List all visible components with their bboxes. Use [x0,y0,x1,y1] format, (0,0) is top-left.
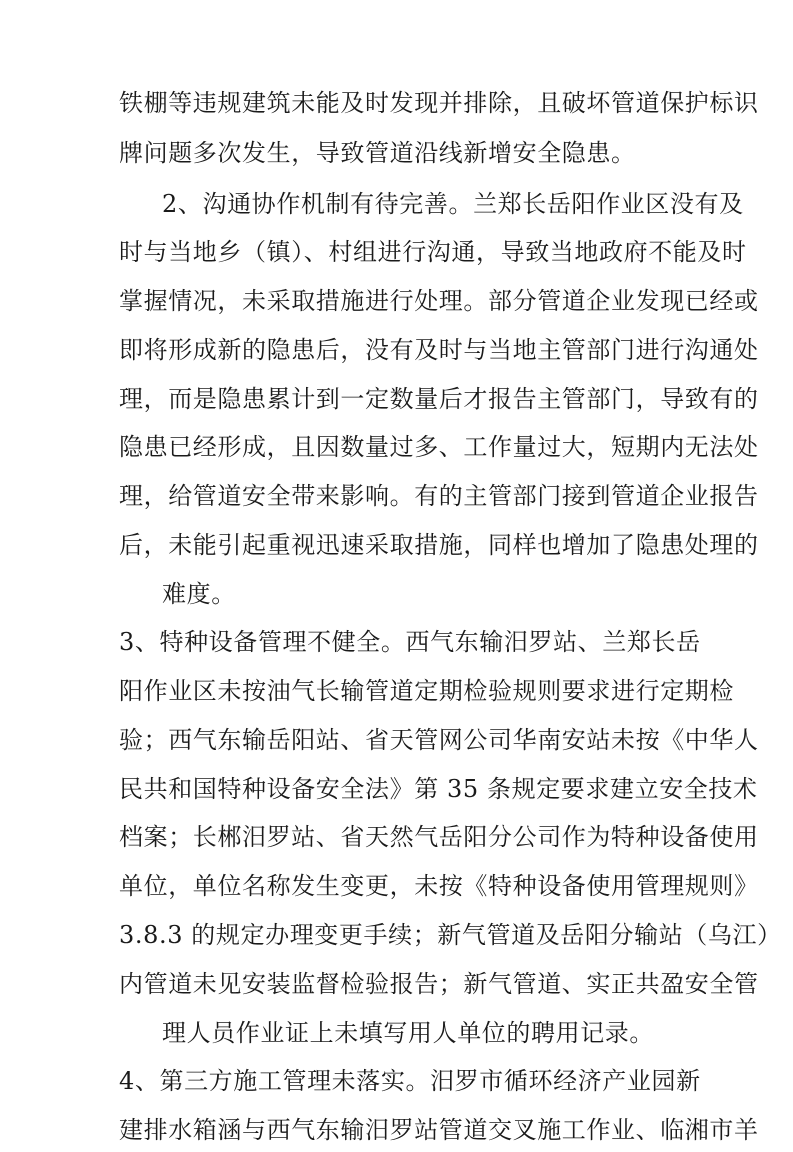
text-line: 内管道未见安装监督检验报告；新气管道、实正共盈安全管 [119,970,759,998]
text-line: 即将形成新的隐患后，没有及时与当地主管部门进行沟通处 [119,336,759,364]
text-line: 后，未能引起重视迅速采取措施，同样也增加了隐患处理的 [119,531,759,559]
text-line: 建排水箱涵与西气东输汨罗站管道交叉施工作业、临湘市羊 [119,1116,759,1144]
text-line: 单位，单位名称发生变更，未按《特种设备使用管理规则》 [119,872,759,900]
section-3-heading-line: 3、特种设备管理不健全。西气东输汨罗站、兰郑长岳 [119,628,701,656]
text-line: 时与当地乡（镇）、村组进行沟通，导致当地政府不能及时 [119,238,747,266]
text-line: 理，给管道安全带来影响。有的主管部门接到管道企业报告 [119,482,759,510]
text-line: 验；西气东输岳阳站、省天管网公司华南安站未按《中华人 [119,726,759,754]
text-line: 难度。 [162,580,236,608]
text-line: 掌握情况，未采取措施进行处理。部分管道企业发现已经或 [119,287,759,315]
section-2-heading-line: 2、沟通协作机制有待完善。兰郑长岳阳作业区没有及 [162,190,744,218]
text-line: 隐患已经形成，且因数量过多、工作量过大，短期内无法处 [119,433,759,461]
text-line: 牌问题多次发生，导致管道沿线新增安全隐患。 [119,139,636,167]
text-line: 档案；长郴汨罗站、省天然气岳阳分公司作为特种设备使用 [119,823,759,851]
text-line: 理，而是隐患累计到一定数量后才报告主管部门，导致有的 [119,385,759,413]
text-line: 理人员作业证上未填写用人单位的聘用记录。 [162,1019,654,1047]
text-line: 铁棚等违规建筑未能及时发现并排除，且破坏管道保护标识 [119,89,759,117]
text-line: 民共和国特种设备安全法》第 35 条规定要求建立安全技术 [119,775,758,803]
text-line: 阳作业区未按油气长输管道定期检验规则要求进行定期检 [119,677,734,705]
section-4-heading-line: 4、第三方施工管理未落实。汨罗市循环经济产业园新 [119,1067,701,1095]
text-line: 3.8.3 的规定办理变更手续；新气管道及岳阳分输站（乌江） [119,921,782,949]
